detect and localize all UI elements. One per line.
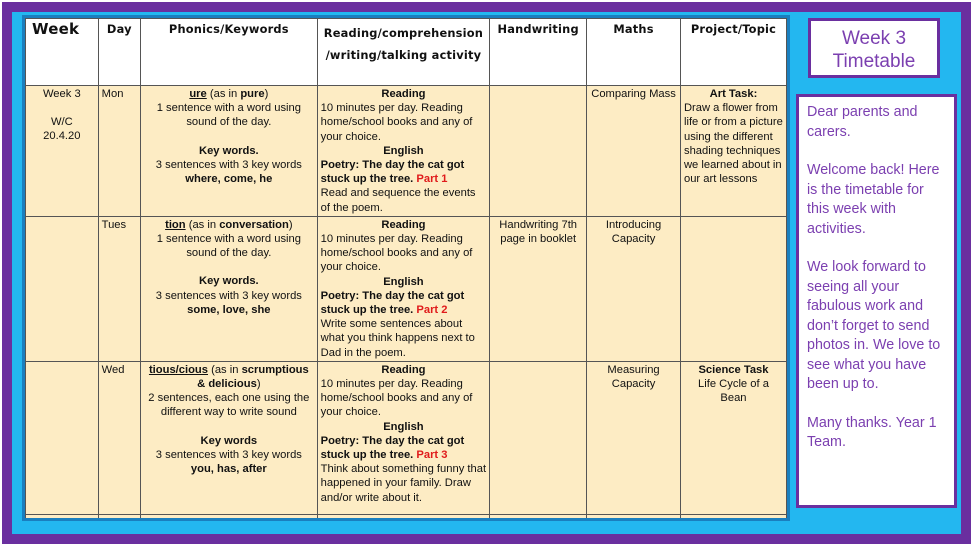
reading-body: 10 minutes per day. Reading home/school books and any of your choice. — [320, 378, 473, 419]
english-task: Think about something funny that happened in your family. Draw and/or write about it. — [320, 463, 487, 504]
key-words: where, come, he — [185, 173, 273, 186]
maths-cell: Comparing Mass — [587, 86, 681, 217]
phonics-cell — [141, 216, 318, 361]
reading-title: Reading — [381, 218, 426, 231]
project-title: Science Task — [698, 363, 769, 376]
phonics-sound: tion — [165, 218, 186, 231]
key-words-line: 3 sentences with 3 key words — [155, 158, 302, 171]
key-words-label: Key words — [200, 434, 258, 447]
phonics-example: pure — [240, 88, 265, 100]
phonics-example: conversation — [219, 218, 289, 231]
title-line-1: Week 3 — [841, 28, 907, 49]
table-row — [26, 216, 787, 361]
note-greeting: Dear parents and carers. — [807, 104, 918, 140]
note-paragraph-1: Welcome back! Here is the timetable for this week with activities. — [807, 162, 940, 237]
timetable-table — [22, 15, 790, 521]
reading-cell — [317, 361, 490, 514]
header-maths: Maths — [587, 19, 681, 86]
header-handwriting: Handwriting — [490, 19, 587, 86]
phonics-as-in: (as in — [208, 363, 242, 376]
table-row-partial — [26, 514, 787, 521]
header-week: Week — [26, 19, 99, 86]
phonics-as-in: (as in — [206, 88, 241, 100]
english-task: Write some sentences about what you think happens next to Dad in the poem. — [320, 318, 475, 359]
header-day: Day — [98, 19, 140, 86]
project-title: Art Task: — [709, 88, 758, 100]
key-words: you, has, after — [190, 463, 267, 476]
english-task: Read and sequence the events of the poem. — [320, 187, 476, 214]
header-phonics: Phonics/Keywords — [141, 19, 318, 86]
phonics-close: ) — [264, 88, 269, 100]
timetable-title-box — [808, 18, 940, 78]
english-title: English — [383, 144, 424, 157]
poem-part: Part 3 — [416, 449, 448, 462]
phonics-close: ) — [256, 378, 261, 391]
key-words-label: Key words. — [198, 144, 259, 157]
phonics-line: 1 sentence with a word using sound of the day. — [156, 102, 301, 129]
key-words: some, love, she — [187, 303, 271, 316]
handwriting-cell: Handwriting 7th page in booklet — [490, 216, 587, 361]
phonics-as-in: (as in — [185, 218, 220, 231]
reading-body: 10 minutes per day. Reading home/school books and any of your choice. — [320, 102, 473, 143]
table-row — [26, 86, 787, 217]
phonics-sound: ure — [189, 88, 207, 100]
maths-cell: Measuring Capacity — [587, 361, 681, 514]
header-row — [26, 19, 787, 86]
phonics-cell — [141, 86, 318, 217]
week-cell — [26, 216, 99, 361]
week-cell — [26, 361, 99, 514]
week-cell — [26, 86, 99, 217]
reading-title: Reading — [381, 363, 426, 376]
week-label: Week 3 — [42, 88, 81, 100]
week-date: 20.4.20 — [43, 130, 81, 143]
note-sign-off: Many thanks. Year 1 Team. — [807, 414, 937, 450]
project-body: Life Cycle of a Bean — [698, 378, 769, 405]
english-title: English — [383, 420, 424, 433]
reading-title: Reading — [381, 88, 426, 100]
english-title: English — [383, 275, 424, 288]
project-body: Draw a flower from life or from a picture using the different shading techniques we learned about in our art lessons — [683, 102, 783, 186]
poem-part: Part 2 — [416, 304, 448, 317]
day-cell: Wed — [98, 361, 140, 514]
header-project: Project/Topic — [680, 19, 786, 86]
project-cell — [680, 86, 786, 217]
poetry-text: Poetry: The day the cat got stuck up the tree. — [320, 434, 465, 462]
key-words-line: 3 sentences with 3 key words — [155, 448, 302, 461]
handwriting-cell — [490, 361, 587, 514]
project-cell — [680, 361, 786, 514]
maths-cell: Introducing Capacity — [587, 216, 681, 361]
reading-cell — [317, 216, 490, 361]
poem-part: Part 1 — [416, 173, 448, 186]
phonics-line: 2 sentences, each one using the different way to write sound — [148, 392, 310, 419]
table-row — [26, 361, 787, 514]
header-reading: Reading/comprehension /writing/talking activity — [317, 19, 490, 86]
week-wc: W/C — [50, 116, 73, 129]
phonics-cell — [141, 361, 318, 514]
poetry-text: Poetry: The day the cat got stuck up the tree. — [320, 159, 465, 186]
title-line-2: Timetable — [832, 51, 916, 72]
phonics-example: scrumptious & delicious — [197, 363, 309, 391]
key-words-label: Key words. — [198, 275, 259, 288]
day-cell: Tues — [98, 216, 140, 361]
phonics-sound: tious/cious — [148, 363, 208, 376]
reading-body: 10 minutes per day. Reading home/school books and any of your choice. — [320, 233, 473, 274]
phonics-line: 1 sentence with a word using sound of the day. — [156, 233, 301, 260]
key-words-line: 3 sentences with 3 key words — [155, 289, 302, 302]
handwriting-cell — [490, 86, 587, 217]
note-paragraph-2: We look forward to seeing all your fabulous work and don’t forget to send photos in. We love to see what you have been up to. — [807, 259, 941, 392]
phonics-close: ) — [288, 218, 293, 231]
day-cell: Mon — [98, 86, 140, 217]
project-cell — [680, 216, 786, 361]
poetry-text: Poetry: The day the cat got stuck up the tree. — [320, 289, 465, 317]
reading-cell — [317, 86, 490, 217]
parents-note — [796, 94, 957, 508]
